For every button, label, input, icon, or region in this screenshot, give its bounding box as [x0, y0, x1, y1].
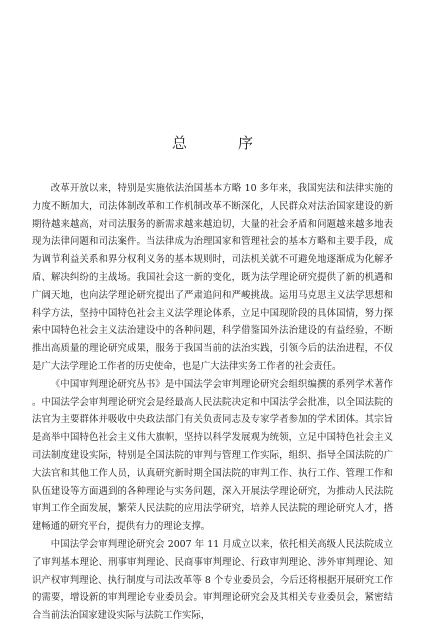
- paragraph-1: 改革开放以来，特别是实施依法治国基本方略 10 多年来，我国宪法和法律实施的力度不断加大，司法体制改革和工作机制改革不断深化，人民群众对法治国家建设的新期待越来越高，对司法服务的新需求越来越迫切，大量的社会矛盾和问题越来越多地表现为法律问题和司法案件。当法律成为治理国家和管理社会的基本方略和主要手段，成为调节利益关系和界分权利义务的基本规则时，司法机关就不可避免地逐渐成为化解矛盾、解决纠纷的主战场。我国社会这一新的变化，既为法学理论研究提供了新的机遇和广阔天地，也向法学理论研究提出了严肃追问和严峻挑战。运用马克思主义法学思想和科学方法，坚持中国特色社会主义法学理论体系，立足中国现阶段的具体国情，努力探索中国特色社会主义法治建设中的各种问题，科学借鉴国外法治建设的有益经验，不断推出高质量的理论研究成果，服务于我国当前的法治实践，引领今后的法治进程，不仅是广大法学理论工作者的历史使命，也是广大法律实务工作者的社会责任。: [32, 183, 393, 372]
- preface-title: 总 序: [171, 134, 271, 152]
- paragraph-2: 《中国审判理论研究丛书》是中国法学会审判理论研究会组织编撰的系列学术著作。中国法学会审判理论研究会是经最高人民法院决定和中国法学会批准，以全国法院的法官为主要群体并吸收中央政法部门有关负责同志及专家学者参加的学术团体。其宗旨是高举中国特色社会主义伟大旗帜，坚持以科学发展观为统领，立足中国特色社会主义司法制度建设实际，特别是全国法院的审判与管理工作实际，组织、指导全国法院的广大法官和其他工作人员，认真研究新时期全国法院的审判工作、执行工作、管理工作和队伍建设等方面遇到的各种理论与实务问题，深入开展法学理论研究，为推动人民法院审判工作全面发展，繁荣人民法院的应用法学研究，培养人民法院的理论研究人才，搭建畅通的研究平台，提供有力的理论支撑。: [32, 378, 393, 533]
- paragraph-3: 中国法学会审判理论研究会 2007 年 11 月成立以来，依托相关高级人民法院成立了审判基本理论、刑事审判理论、民商事审判理论、行政审判理论、涉外审判理论、知识产权审判理论、执行制度与司法改革等 8 个专业委员会，今后还将根据开展研究工作的需要，增设新的审判理论专业委员会。审判理论研究会及其相关专业委员会，紧密结合当前法治国家建设实际与法院工作实际，: [32, 538, 393, 622]
- preface-body: [32, 180, 393, 625]
